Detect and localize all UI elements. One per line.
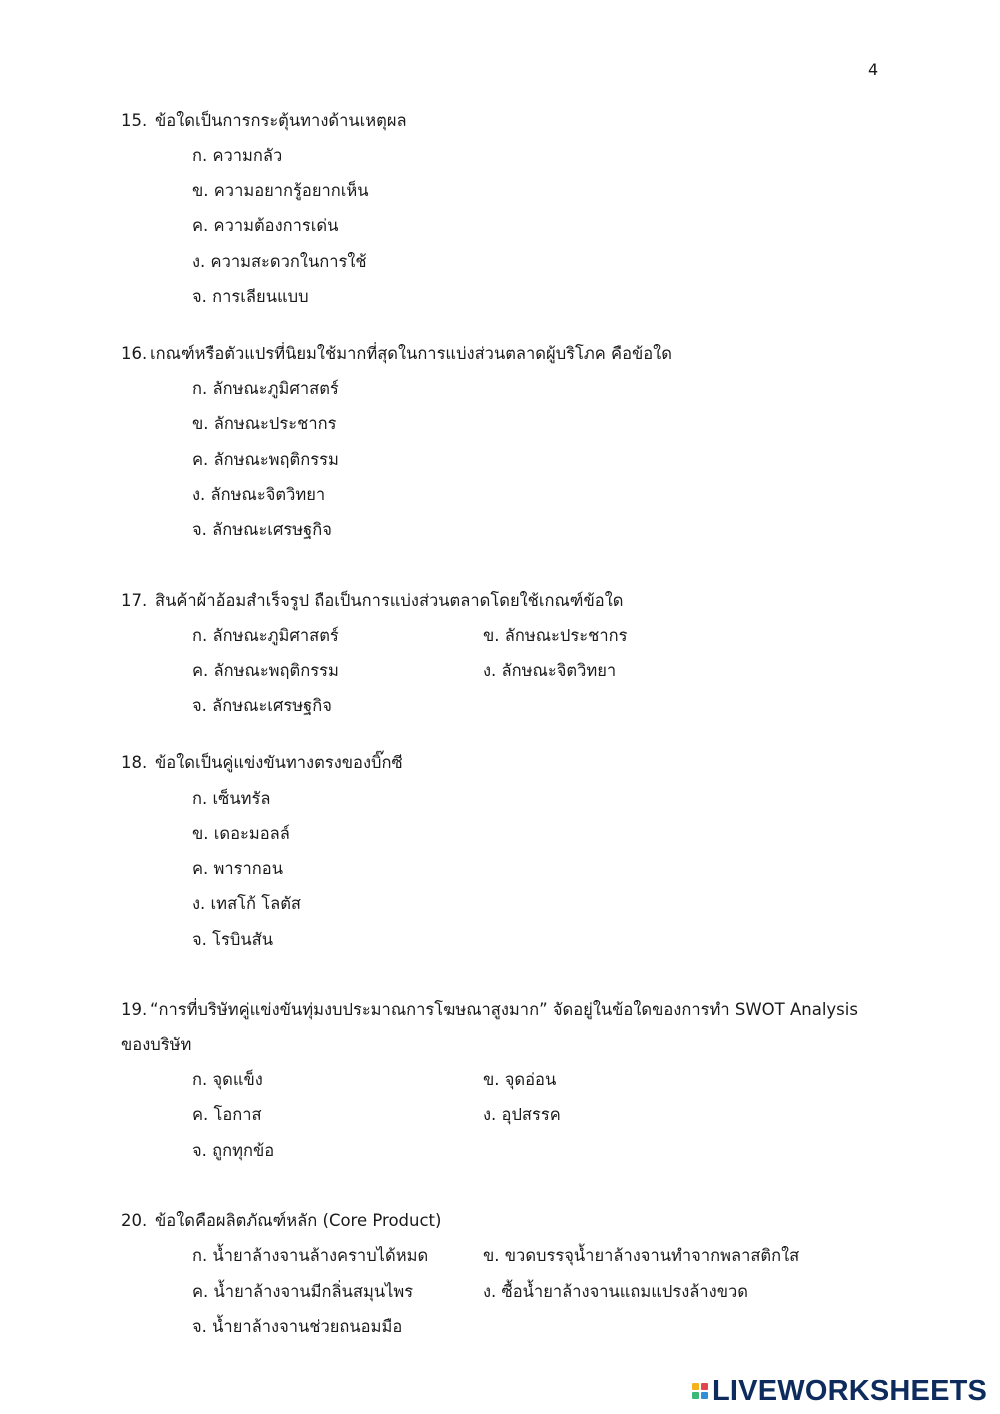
q18-option-a[interactable]: ก. เซ็นทรัล <box>192 789 271 808</box>
logo-text: LIVEWORKSHEETS <box>712 1374 988 1407</box>
q20-option-d[interactable]: ง. ซื้อน้ำยาล้างจานแถมแปรงล้างขวด <box>483 1282 748 1301</box>
question-17-number: 17. <box>121 591 148 610</box>
question-18-number: 18. <box>121 753 148 772</box>
question-20-number: 20. <box>121 1211 148 1230</box>
logo-square-4 <box>701 1392 708 1399</box>
q20-option-a[interactable]: ก. น้ำยาล้างจานล้างคราบได้หมด <box>192 1246 429 1265</box>
q17-option-e[interactable]: จ. ลักษณะเศรษฐกิจ <box>192 696 332 715</box>
q18-option-c[interactable]: ค. พารากอน <box>192 859 283 878</box>
q16-option-d[interactable]: ง. ลักษณะจิตวิทยา <box>192 485 326 504</box>
liveworksheets-logo <box>692 1374 987 1408</box>
q16-option-c[interactable]: ค. ลักษณะพฤติกรรม <box>192 450 339 469</box>
q17-option-a[interactable]: ก. ลักษณะภูมิศาสตร์ <box>192 626 339 645</box>
q16-option-b[interactable]: ข. ลักษณะประชากร <box>192 414 337 433</box>
q15-option-b[interactable]: ข. ความอยากรู้อยากเห็น <box>192 181 369 200</box>
q18-option-b[interactable]: ข. เดอะมอลล์ <box>192 824 290 843</box>
q20-option-c[interactable]: ค. น้ำยาล้างจานมีกลิ่นสมุนไพร <box>192 1282 414 1301</box>
question-19-text-cont: ของบริษัท <box>121 1035 192 1054</box>
logo-square-1 <box>692 1383 699 1390</box>
question-16-text: เกณฑ์หรือตัวแปรที่นิยมใช้มากที่สุดในการแบ่งส่วนตลาดผู้บริโภค คือข้อใด <box>150 344 672 363</box>
q15-option-a[interactable]: ก. ความกลัว <box>192 146 283 165</box>
q16-option-e[interactable]: จ. ลักษณะเศรษฐกิจ <box>192 520 332 539</box>
question-20-text: ข้อใดคือผลิตภัณฑ์หลัก (Core Product) <box>155 1211 442 1230</box>
question-16-number: 16. <box>121 344 148 363</box>
q15-option-c[interactable]: ค. ความต้องการเด่น <box>192 216 339 235</box>
q20-option-e[interactable]: จ. น้ำยาล้างจานช่วยถนอมมือ <box>192 1317 403 1336</box>
question-15-number: 15. <box>121 111 148 130</box>
q17-option-b[interactable]: ข. ลักษณะประชากร <box>483 626 628 645</box>
q15-option-d[interactable]: ง. ความสะดวกในการใช้ <box>192 252 367 271</box>
q17-option-c[interactable]: ค. ลักษณะพฤติกรรม <box>192 661 339 680</box>
logo-square-2 <box>701 1383 708 1390</box>
question-17-text: สินค้าผ้าอ้อมสำเร็จรูป ถือเป็นการแบ่งส่วนตลาดโดยใช้เกณฑ์ข้อใด <box>155 591 624 610</box>
q19-option-a[interactable]: ก. จุดแข็ง <box>192 1070 263 1089</box>
logo-square-3 <box>692 1392 699 1399</box>
logo-mark-icon <box>692 1383 708 1399</box>
q18-option-e[interactable]: จ. โรบินสัน <box>192 930 273 949</box>
q19-option-e[interactable]: จ. ถูกทุกข้อ <box>192 1141 275 1160</box>
q18-option-d[interactable]: ง. เทสโก้ โลตัส <box>192 894 301 913</box>
q20-option-b[interactable]: ข. ขวดบรรจุน้ำยาล้างจานทำจากพลาสติกใส <box>483 1246 800 1265</box>
question-18-text: ข้อใดเป็นคู่แข่งขันทางตรงของบิ๊กซี <box>155 753 403 772</box>
q16-option-a[interactable]: ก. ลักษณะภูมิศาสตร์ <box>192 379 339 398</box>
q19-option-b[interactable]: ข. จุดอ่อน <box>483 1070 557 1089</box>
question-19-number: 19. <box>121 1000 148 1019</box>
q17-option-d[interactable]: ง. ลักษณะจิตวิทยา <box>483 661 617 680</box>
q19-option-c[interactable]: ค. โอกาส <box>192 1105 262 1124</box>
q19-option-d[interactable]: ง. อุปสรรค <box>483 1105 561 1124</box>
question-15-text: ข้อใดเป็นการกระตุ้นทางด้านเหตุผล <box>155 111 407 130</box>
page-number: 4 <box>868 60 879 79</box>
q15-option-e[interactable]: จ. การเลียนแบบ <box>192 287 309 306</box>
question-19-text: “การที่บริษัทคู่แข่งขันทุ่มงบประมาณการโฆษณาสูงมาก” จัดอยู่ในข้อใดของการทำ SWOT Analysis <box>150 1000 858 1019</box>
